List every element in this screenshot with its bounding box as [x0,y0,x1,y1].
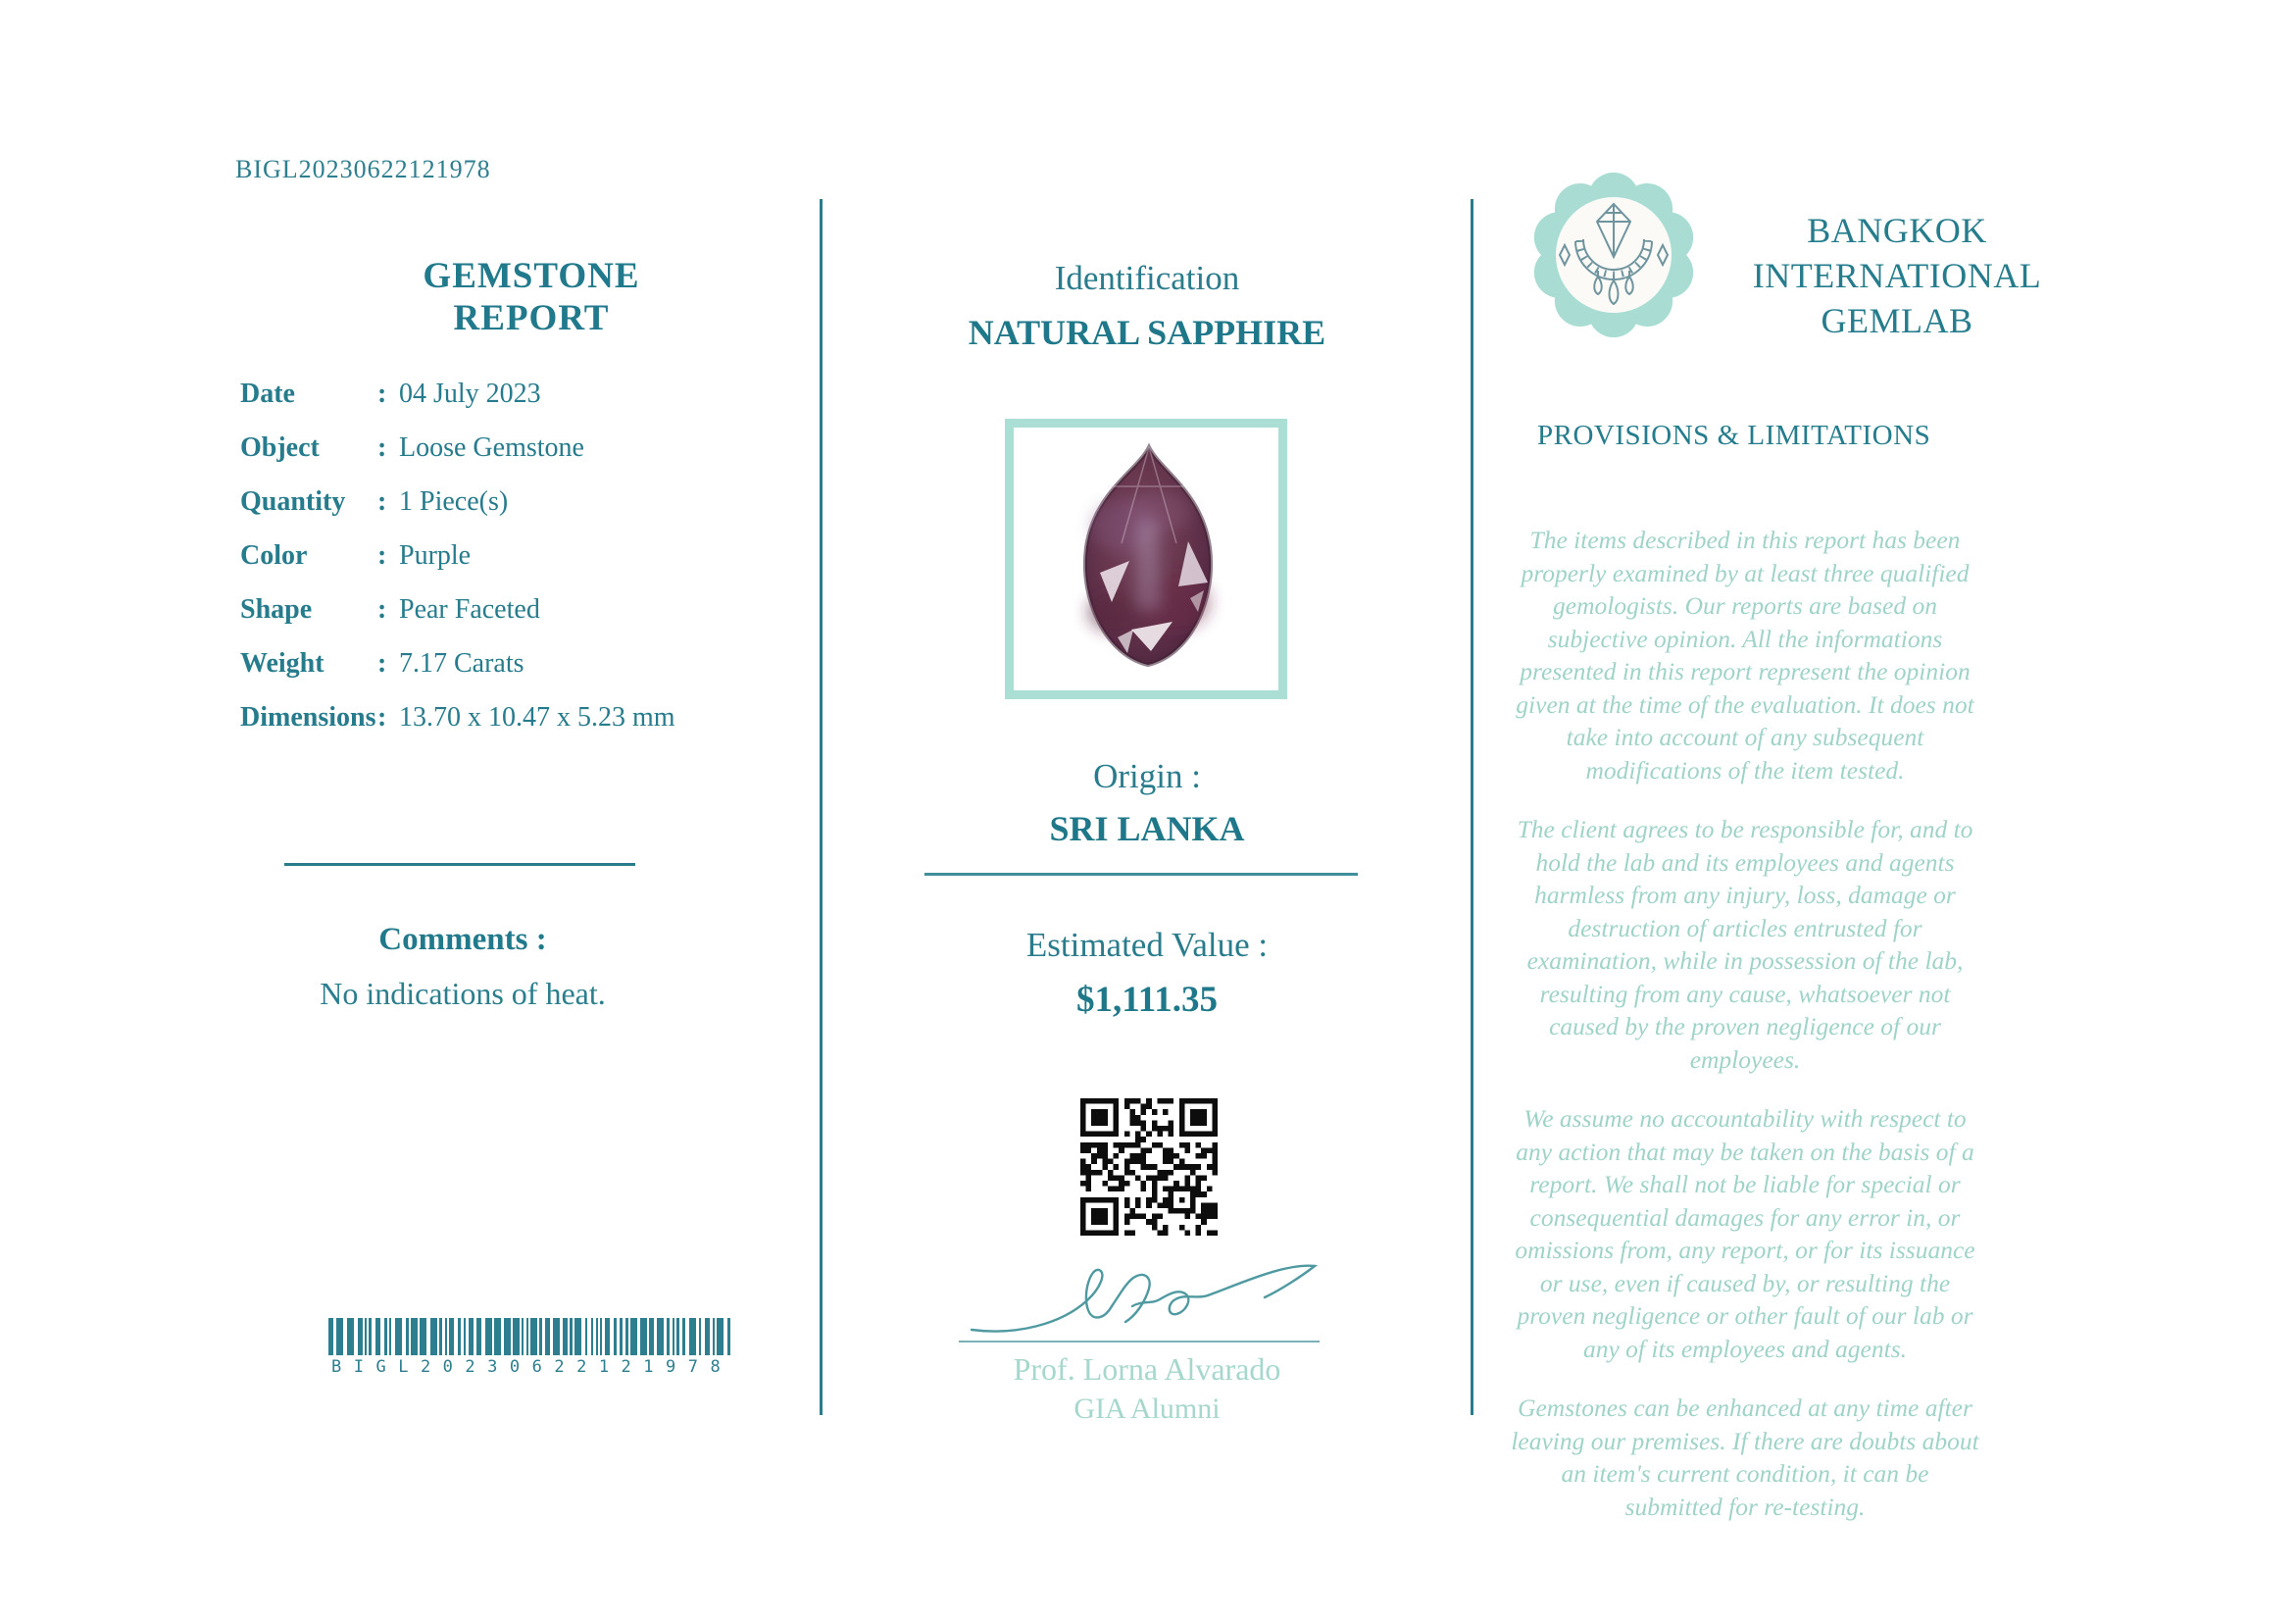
field-value: Purple [399,540,472,571]
estimated-value-amount: $1,111.35 [1076,980,1218,1020]
qr-code [1080,1098,1218,1236]
gem-photo-frame [1005,419,1287,699]
vertical-divider-right [1471,199,1473,1415]
org-name [1740,208,2054,343]
org-name-line: INTERNATIONAL [1752,256,2042,295]
field-label: Color [240,540,308,571]
signatory-name: Prof. Lorna Alvarado [1013,1351,1281,1387]
field-colon: : [377,702,387,733]
gem-photo [1014,428,1278,690]
comments-text: No indications of heat. [320,976,606,1011]
origin-value: SRI LANKA [1049,809,1245,848]
field-label: Weight [240,648,324,679]
table-row-shape [240,594,789,628]
table-row-date [240,379,789,412]
provisions-heading: PROVISIONS & LIMITATIONS [1537,420,1931,451]
provisions-paragraph: Gemstones can be enhanced at any time after leaving our premises. If there are doubts about an item's current condition, it can be submitted for re-testing. [1511,1393,1979,1521]
table-row-object [240,432,789,466]
barcode [328,1318,733,1355]
provisions-text [1511,524,1979,1549]
comments-heading: Comments : [378,922,547,957]
origin-heading: Origin : [1093,757,1201,795]
table-row-quantity [240,486,789,520]
field-value: 1 Piece(s) [399,486,509,517]
table-row-weight [240,648,789,682]
provisions-paragraph: The client agrees to be responsible for, and to hold the lab and its employees and agents harmless from any injury, loss, damage or destruction of articles entrusted for examination, while in possession of the lab, resulting from any cause, whatsoever not caused by the proven negligence of our employees. [1517,815,1973,1074]
table-row-color [240,540,789,574]
provisions-paragraph: The items described in this report has been properly examined by at least three qualified gemologists. Our reports are based on subjective opinion. All the informations presented in this report represent the opinion given at the time of the evaluation. It does not take into account of any subsequent modifications of the item tested. [1516,526,1974,785]
signatory-title: GIA Alumni [1073,1393,1221,1425]
horizontal-divider [284,863,635,866]
horizontal-divider [924,873,1358,876]
identification-value: NATURAL SAPPHIRE [968,313,1326,352]
field-label: Date [240,379,295,409]
field-colon: : [377,432,387,463]
field-colon: : [377,648,387,679]
field-colon: : [377,486,387,517]
barcode-text: BIGL20230622121978 [331,1357,733,1377]
field-colon: : [377,540,387,571]
field-label: Dimensions [240,702,376,733]
signature-line [959,1341,1320,1342]
gem-details-table [240,379,789,735]
field-colon: : [377,379,387,409]
field-value: 7.17 Carats [399,648,524,679]
org-name-line: GEMLAB [1821,301,1973,340]
field-colon: : [377,594,387,625]
field-value: Pear Faceted [399,594,540,625]
field-label: Object [240,432,320,463]
table-row-dimensions [240,702,789,735]
estimated-value-heading: Estimated Value : [1025,926,1269,964]
identification-heading: Identification [1054,259,1240,297]
field-value: Loose Gemstone [399,432,584,463]
field-label: Quantity [240,486,346,517]
org-name-line: BANGKOK [1807,211,1987,250]
report-number: BIGL20230622121978 [235,155,491,183]
gemstone-report-title: GEMSTONE REPORT [423,256,640,338]
lab-logo-icon [1531,173,1696,337]
field-value: 04 July 2023 [399,379,541,409]
field-value: 13.70 x 10.47 x 5.23 mm [399,702,675,733]
provisions-paragraph: We assume no accountability with respect to any action that may be taken on the basis of a report. We shall not be liable for special or consequential damages for any error in, or omissions from, any report, or for its issuance or use, even if caused by, or resulting the proven negligence or other fault of our lab or any of its employees and agents. [1515,1104,1975,1363]
vertical-divider-left [820,199,823,1415]
signature-icon [966,1255,1328,1345]
field-label: Shape [240,594,313,625]
